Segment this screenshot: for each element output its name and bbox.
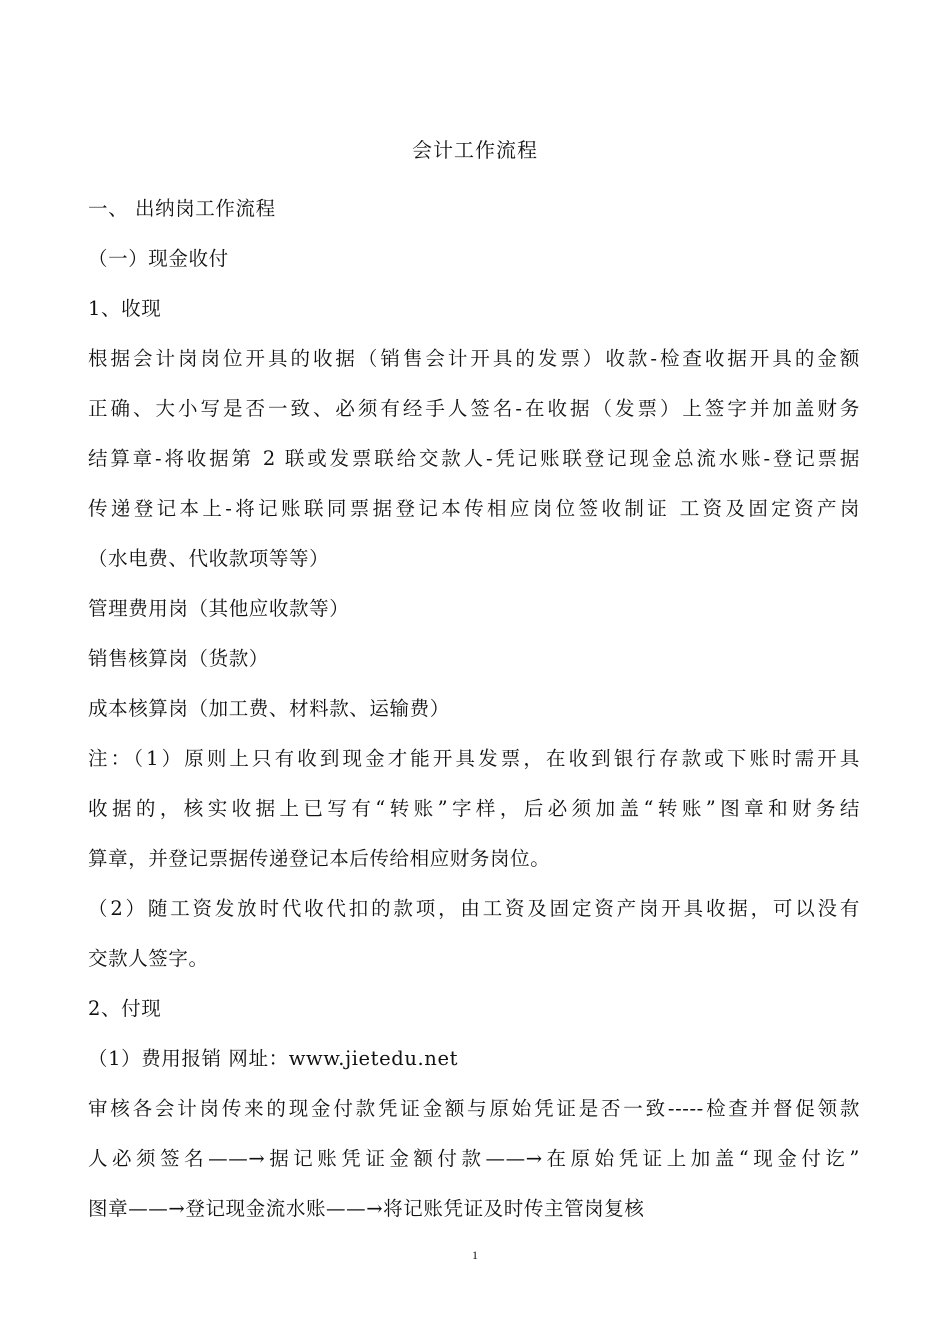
paragraph-line: 图章——→登记现金流水账——→将记账凭证及时传主管岗复核 <box>88 1197 645 1220</box>
paragraph-line: 人必须签名——→据记账凭证金额付款——→在原始凭证上加盖“现金付讫” <box>88 1147 860 1170</box>
subitem-heading: （1）费用报销 网址：www.jietedu.net <box>88 1047 459 1070</box>
note-line: 算章，并登记票据传递登记本后传给相应财务岗位。 <box>88 847 551 870</box>
paragraph-line: 审核各会计岗传来的现金付款凭证金额与原始凭证是否一致-----检查并督促领款 <box>88 1097 860 1120</box>
document-body <box>88 184 860 1234</box>
paragraph-line: 根据会计岗岗位开具的收据（销售会计开具的发票）收款-检查收据开具的金额 <box>88 347 860 370</box>
note-line: 注：（1）原则上只有收到现金才能开具发票，在收到银行存款或下账时需开具 <box>88 747 860 770</box>
note-line: 交款人签字。 <box>88 947 209 970</box>
paragraph-line: 销售核算岗（货款） <box>88 647 269 670</box>
paragraph-line: 管理费用岗（其他应收款等） <box>88 597 350 620</box>
note-line: （2）随工资发放时代收代扣的款项，由工资及固定资产岗开具收据，可以没有 <box>88 897 860 920</box>
item-heading: 1、收现 <box>88 297 162 320</box>
page-number: 1 <box>472 1248 478 1262</box>
paragraph-line: 正确、大小写是否一致、必须有经手人签名-在收据（发票）上签字并加盖财务 <box>88 397 860 420</box>
paragraph-line: 成本核算岗（加工费、材料款、运输费） <box>88 697 450 720</box>
paragraph-line: 传递登记本上-将记账联同票据登记本传相应岗位签收制证 工资及固定资产岗 <box>88 497 860 520</box>
item-heading: 2、付现 <box>88 997 162 1020</box>
paragraph-line: 结算章-将收据第 2 联或发票联给交款人-凭记账联登记现金总流水账-登记票据 <box>88 447 860 470</box>
section-heading: 一、 出纳岗工作流程 <box>88 197 276 220</box>
note-line: 收据的，核实收据上已写有“转账”字样，后必须加盖“转账”图章和财务结 <box>88 797 860 820</box>
paragraph-line: （水电费、代收款项等等） <box>88 547 330 570</box>
document-title: 会计工作流程 <box>412 138 538 162</box>
subsection-heading: （一）现金收付 <box>88 247 229 270</box>
